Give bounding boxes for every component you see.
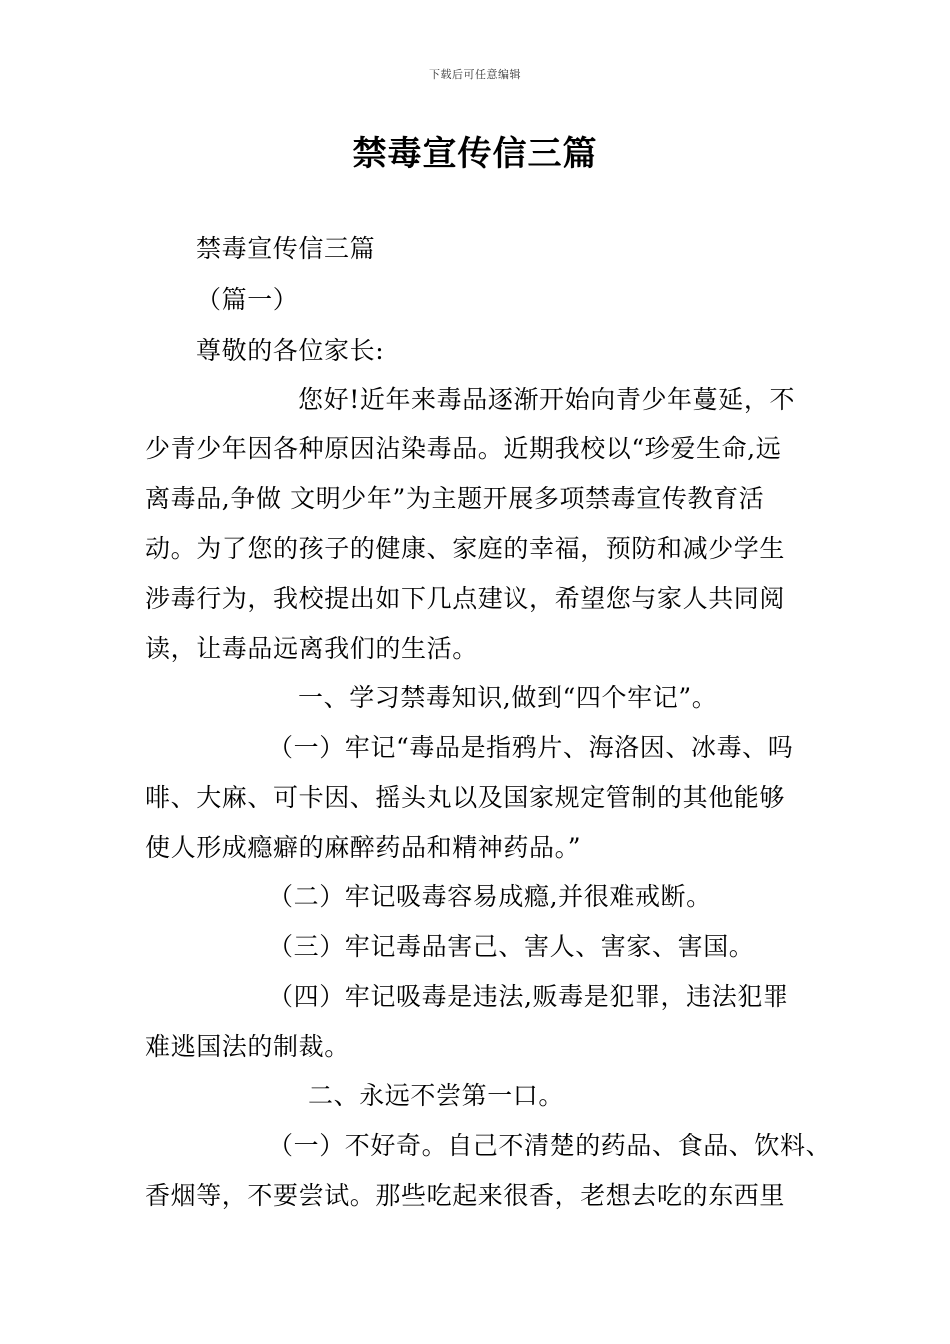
body-line: 涉毒行为，我校提出如下几点建议，希望您与家人共同阅	[145, 584, 786, 613]
section-label-line: （篇一）	[196, 285, 299, 314]
heading-line: 一、学习禁毒知识,做到“四个牢记”。	[298, 683, 718, 712]
body-line: （一）牢记“毒品是指鸦片、海洛因、冰毒、吗	[268, 733, 794, 762]
body-line: 香烟等，不要尝试。那些吃起来很香，老想去吃的东西里	[145, 1181, 786, 1210]
body-line: （三）牢记毒品害己、害人、害家、害国。	[268, 932, 755, 961]
body-line: 难逃国法的制裁。	[145, 1032, 350, 1061]
subtitle-line: 禁毒宣传信三篇	[196, 234, 376, 263]
body-line: （二）牢记吸毒容易成瘾,并很难戒断。	[268, 882, 712, 911]
body-line: 啡、大麻、可卡因、摇头丸以及国家规定管制的其他能够	[145, 783, 786, 812]
body-line: 您好!近年来毒品逐渐开始向青少年蔓延，不	[298, 385, 796, 414]
body-line: 读，让毒品远离我们的生活。	[145, 634, 478, 663]
body-line: 动。为了您的孩子的健康、家庭的幸福，预防和减少学生	[145, 534, 786, 563]
salutation-line: 尊敬的各位家长:	[196, 336, 385, 365]
body-line: 少青少年因各种原因沾染毒品。近期我校以“珍爱生命,远	[145, 434, 782, 463]
header-note: 下载后可任意编辑	[429, 68, 521, 81]
body-line: （一）不好奇。自己不清楚的药品、食品、饮料、	[268, 1131, 832, 1160]
body-line: 离毒品,争做 文明少年”为主题开展多项禁毒宣传教育活	[145, 484, 765, 513]
heading-line: 二、永远不尝第一口。	[308, 1081, 565, 1110]
body-line: （四）牢记吸毒是违法,贩毒是犯罪，违法犯罪	[268, 982, 789, 1011]
body-line: 使人形成瘾癖的麻醉药品和精神药品。”	[145, 833, 582, 862]
document-title: 禁毒宣传信三篇	[352, 134, 598, 174]
